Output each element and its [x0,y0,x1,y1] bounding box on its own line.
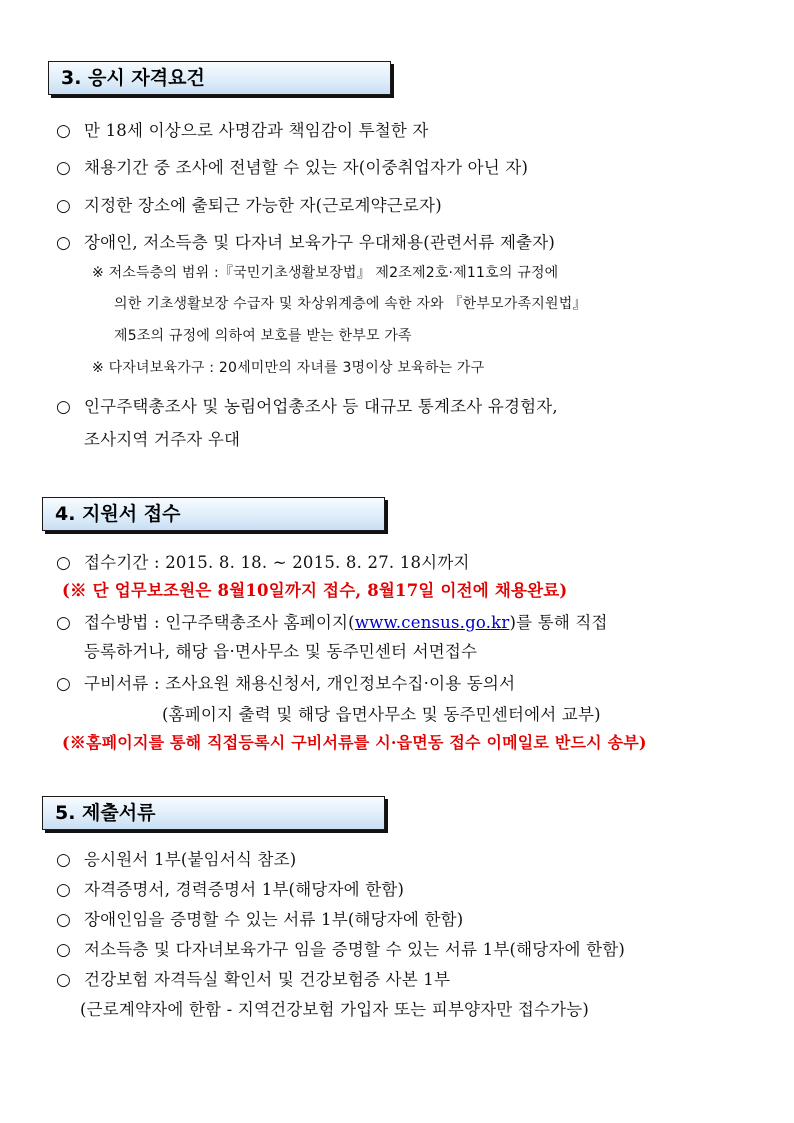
s4-docs-cont: (홈페이지 출력 및 해당 읍면사무소 및 동주민센터에서 교부) [162,705,601,724]
s3-item-5: ○ 인구주택총조사 및 농림어업총조사 등 대규모 통계조사 유경험자, [56,397,558,417]
census-website-link[interactable]: www.census.go.kr [354,613,510,632]
s3-note-2: 의한 기초생활보장 수급자 및 차상위계층에 속한 자와 『한부모가족지원법』 [114,296,587,312]
s4-period: ○ 접수기간 : 2015. 8. 18. ~ 2015. 8. 27. 18시까지 [56,553,470,573]
section-4-header: 4. 지원서 접수 [42,497,385,531]
s5-item-1: ○ 응시원서 1부(붙임서식 참조) [56,850,297,870]
s3-item-1: ○ 만 18세 이상으로 사명감과 책임감이 투철한 자 [56,121,429,141]
s4-method: ○ 접수방법 : 인구주택총조사 홈페이지(www.census.go.kr)를 통해 직접 [56,613,608,633]
s4-docs: ○ 구비서류 : 조사요원 채용신청서, 개인정보수집·이용 동의서 [56,674,516,694]
s5-item-5: ○ 건강보험 자격득실 확인서 및 건강보험증 사본 1부 [56,970,451,990]
s3-note-3: 제5조의 규정에 의하여 보호를 받는 한부모 가족 [114,328,412,344]
s3-item-3: ○ 지정한 장소에 출퇴근 가능한 자(근로계약근로자) [56,196,442,216]
s3-note-4: ※ 다자녀보육가구 : 20세미만의 자녀를 3명이상 보육하는 가구 [92,360,485,376]
section-3-header: 3. 응시 자격요건 [48,61,391,95]
s4-period-note: (※ 단 업무보조원은 8월10일까지 접수, 8월17일 이전에 채용완료) [62,581,568,600]
s3-item-5-cont: 조사지역 거주자 우대 [84,430,241,449]
s5-item-4: ○ 저소득층 및 다자녀보육가구 임을 증명할 수 있는 서류 1부(해당자에 한함) [56,940,626,960]
s5-item-2: ○ 자격증명서, 경력증명서 1부(해당자에 한함) [56,880,405,900]
s4-docs-note: (※홈페이지를 통해 직접등록시 구비서류를 시·읍면동 접수 이메일로 반드시 송부) [62,733,647,752]
s4-method-cont: 등록하거나, 해당 읍·면사무소 및 동주민센터 서면접수 [84,642,478,661]
s5-item-3: ○ 장애인임을 증명할 수 있는 서류 1부(해당자에 한함) [56,910,464,930]
section-5-header: 5. 제출서류 [42,796,385,830]
s3-item-4: ○ 장애인, 저소득층 및 다자녀 보육가구 우대채용(관련서류 제출자) [56,233,556,253]
s3-item-2: ○ 채용기간 중 조사에 전념할 수 있는 자(이중취업자가 아닌 자) [56,158,529,178]
s3-note-1: ※ 저소득층의 범위 :『국민기초생활보장법』 제2조제2호·제11호의 규정에 [92,265,559,281]
s5-item-5-cont: (근로계약자에 한함 - 지역건강보험 가입자 또는 피부양자만 접수가능) [80,1000,590,1019]
